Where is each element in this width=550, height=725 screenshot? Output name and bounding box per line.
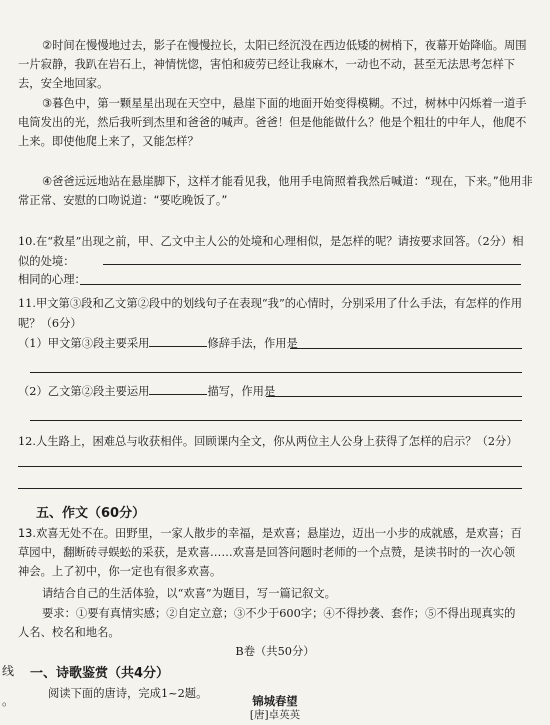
- passage-paragraph-2: ②时间在慢慢地过去，影子在慢慢拉长，太阳已经沉没在西边低矮的树梢下，夜幕开始降临。周围一片寂静，我趴在岩石上，神情恍惚，害怕和疲劳已经让我麻木，一动也不动，甚至无法思考怎样下去，安全地回家。: [18, 39, 527, 90]
- answer-line-12a[interactable]: [18, 466, 522, 467]
- answer-line-11-2a[interactable]: [266, 396, 522, 397]
- essay-prompt: 13.欢喜无处不在。田野里，一家人散步的幸福，是欢喜；悬崖边，迈出一小步的成就感，是欢喜；百草园中，翻断砖寻蜈蚣的采获，是欢喜……欢喜是回答问题时老师的一个点赞，是读书时的一次心领神会。上了初中，你一定也有很多欢喜。: [18, 527, 522, 578]
- essay-instruction: 请结合自己的生活体验，以“欢喜”为题目，写一篇记叙文。: [42, 587, 336, 600]
- question-10: [18, 232, 533, 272]
- section-5-title: 五、作文（60分）: [36, 506, 146, 521]
- essay-requirements: 要求：①要有真情实感；②自定立意；③不少于600字；④不得抄袭、套作；⑤不得出现真实的人名、校名和地名。: [18, 607, 516, 639]
- question-11-sub-2-suffix: 描写，作用是: [207, 385, 276, 398]
- part-b-title: B卷（共50分）: [235, 645, 315, 658]
- question-11-sub-2: [18, 382, 533, 401]
- part-b-section-1: 一、诗歌鉴赏（共4分）: [30, 666, 170, 681]
- question-11-sub-1: [18, 334, 533, 353]
- answer-line-11-1a[interactable]: [290, 348, 522, 349]
- answer-line-similar-situation[interactable]: [103, 264, 521, 265]
- question-11-sub-1-prefix: （1）甲文第③段主要采用: [18, 337, 150, 350]
- question-11-sub-2-prefix: （2）乙文第②段主要运用: [18, 385, 150, 398]
- answer-line-11-2b[interactable]: [30, 420, 522, 421]
- poem-author: [唐]卓英英: [249, 709, 301, 721]
- question-10-label-mind: 相同的心理：: [18, 273, 86, 286]
- question-11-text: 11.甲文第③段和乙文第②段中的划线句子在表现“我”的心情时，分别采用了什么手法，有怎样的作用呢？（6分）: [18, 297, 522, 330]
- margin-mark-2: 。: [2, 694, 15, 708]
- passage-paragraph-3: ③暮色中，第一颗星星出现在天空中，悬崖下面的地面开始变得模糊。不过，树林中闪烁着一道手电筒发出的光，然后我听到杰里和爸爸的喊声。爸爸！但是他能做什么？他是个粗壮的中年人，他爬不上来。即使他爬上来了，又能怎样？: [18, 97, 527, 148]
- poem-title: 锦城春望: [252, 694, 298, 708]
- passage-paragraph-4: ④爸爸远远地站在悬崖脚下，这样才能看见我，他用手电筒照着我然后喊道：“现在，下来。”他用非常正常、安慰的口吻说道：“要吃晚饭了。”: [18, 175, 533, 207]
- answer-line-12b[interactable]: [18, 488, 522, 489]
- question-12-text: 12.人生路上，困难总与收获相伴。回顾课内全文，你从两位主人公身上获得了怎样的启示？（2分）: [18, 435, 518, 448]
- margin-mark-1: 线: [2, 664, 15, 678]
- blank-description[interactable]: [149, 382, 207, 395]
- question-10-text: 10.在“救星”出现之前，甲、乙文中主人公的处境和心理相似，是怎样的呢？请按要求回答。（2分）相似的处境：: [18, 235, 524, 268]
- question-11-sub-1-suffix: 修辞手法，作用是: [207, 337, 298, 350]
- answer-line-11-1b[interactable]: [30, 372, 522, 373]
- answer-line-similar-mind[interactable]: [80, 284, 521, 285]
- part-b-intro: 阅读下面的唐诗，完成1~2题。: [48, 687, 208, 700]
- blank-rhetoric[interactable]: [149, 334, 207, 347]
